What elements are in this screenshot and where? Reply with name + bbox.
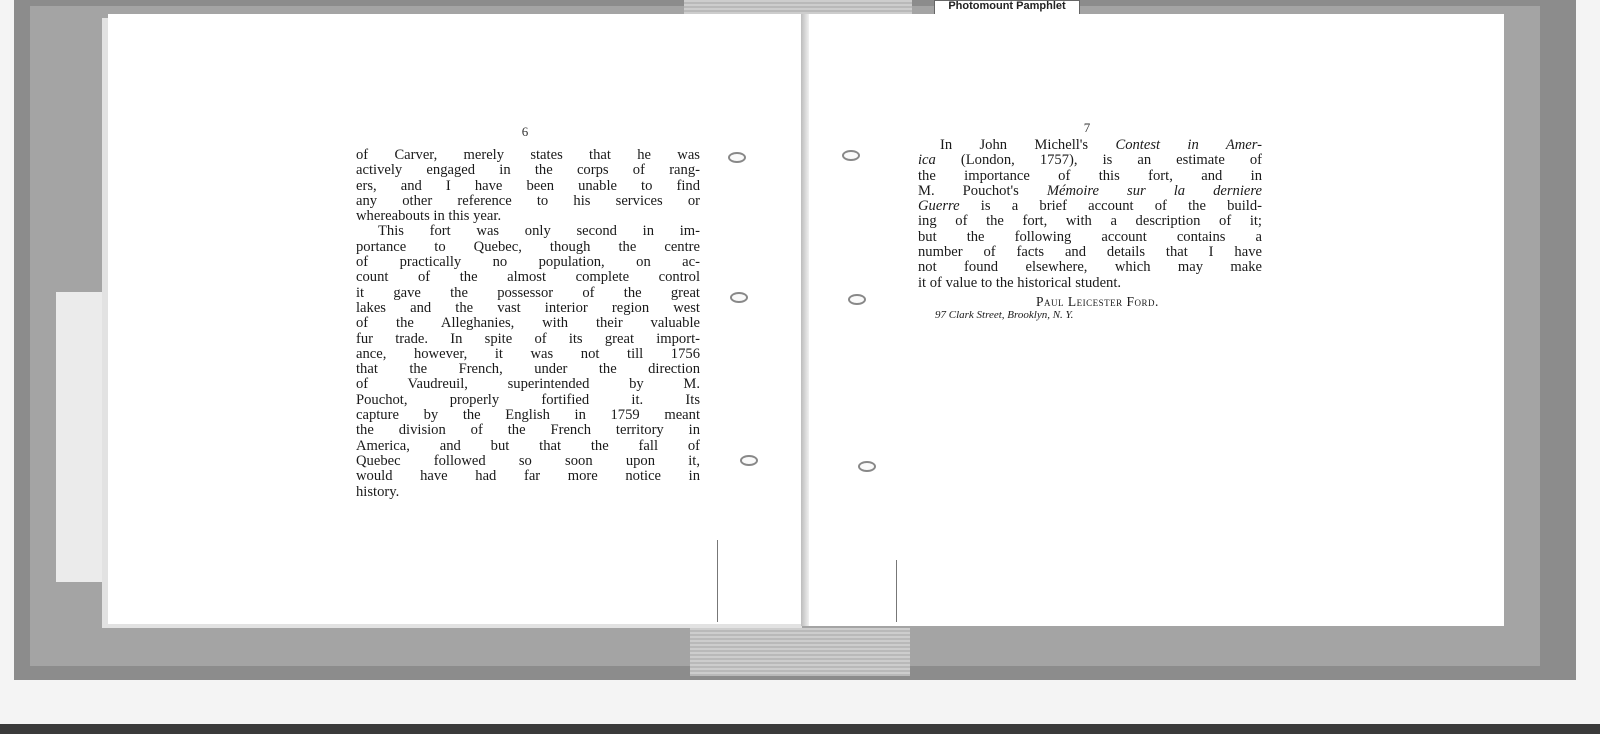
text-line	[918, 184, 1262, 199]
text-line: America, and but that the fall of	[356, 437, 700, 454]
text-line: the importance of this fort, and in	[918, 167, 1262, 184]
punch-hole	[858, 461, 876, 472]
text-line	[918, 153, 1262, 168]
text-line: count of the almost complete control	[356, 269, 700, 286]
text-line: history.	[356, 483, 400, 500]
book-title: Guerre	[918, 198, 960, 215]
text-line: Quebec followed so soon upon it,	[356, 452, 700, 469]
text-line	[918, 199, 1262, 214]
text-line: whereabouts in this year.	[356, 208, 502, 225]
binding-tape-bottom	[690, 628, 910, 676]
text-line: capture by the English in 1759 meant	[356, 407, 700, 424]
text-line: ance, however, it was not till 1756	[356, 345, 700, 362]
text-line: This fort was only second in im-	[378, 223, 700, 240]
page-gutter	[801, 14, 809, 626]
text-run: M. Pouchot's	[918, 182, 1047, 199]
text-line: actively engaged in the corps of rang-	[356, 162, 700, 179]
text-line: Pouchot, properly fortified it. Its	[356, 391, 700, 408]
photomount-label: Photomount Pamphlet	[934, 0, 1080, 18]
page-number-left: 6	[521, 124, 529, 139]
text-line: it of value to the historical student.	[918, 274, 1122, 291]
book-title: Mémoire sur la derniere	[1046, 182, 1262, 199]
left-page-text	[356, 148, 700, 500]
text-run: is a brief account of the build-	[959, 198, 1262, 215]
text-line: of Carver, merely states that he was	[356, 147, 700, 163]
text-line: not found elsewhere, which may make	[918, 259, 1262, 276]
text-line: ers, and I have been unable to find	[356, 177, 700, 194]
book-title: Contest in Amer-	[1115, 137, 1263, 153]
punch-hole	[740, 455, 758, 466]
text-line: number of facts and details that I have	[918, 244, 1262, 261]
text-line: ing of the fort, with a description of it;	[918, 213, 1262, 230]
page-number-right: 7	[1083, 120, 1091, 135]
text-line: but the following account contains a	[918, 228, 1262, 245]
text-line: portance to Quebec, though the centre	[356, 238, 700, 255]
text-line: of Vaudreuil, superintended by M.	[356, 376, 700, 393]
underlying-sheet	[56, 292, 108, 582]
punch-hole	[842, 150, 860, 161]
scan-bottom-edge	[0, 724, 1600, 734]
text-line: it gave the possessor of the great	[356, 284, 700, 301]
punch-hole	[728, 152, 746, 163]
text-line: the division of the French territory in	[356, 422, 700, 439]
book-title: ica	[918, 152, 936, 169]
text-line	[918, 138, 1262, 153]
text-line: of the Alleghanies, with their valuable	[356, 315, 700, 332]
punch-hole	[730, 292, 748, 303]
paper-crease	[896, 560, 897, 622]
punch-hole	[848, 294, 866, 305]
text-run: (London, 1757), is an estimate of	[935, 152, 1262, 169]
text-line: of practically no population, on ac-	[356, 254, 700, 271]
text-line: that the French, under the direction	[356, 361, 700, 378]
author-signature: Paul Leicester Ford.	[1036, 294, 1159, 309]
right-page	[808, 14, 1504, 626]
text-line: any other reference to his services or	[356, 192, 700, 209]
text-line: would have had far more notice in	[356, 468, 700, 485]
text-line: fur trade. In spite of its great import-	[356, 330, 700, 347]
paper-crease	[717, 540, 718, 622]
right-page-text	[918, 138, 1262, 291]
text-line: lakes and the vast interior region west	[356, 299, 700, 316]
text-run: In John Michell's	[940, 137, 1116, 153]
author-address: 97 Clark Street, Brooklyn, N. Y.	[935, 309, 1074, 321]
